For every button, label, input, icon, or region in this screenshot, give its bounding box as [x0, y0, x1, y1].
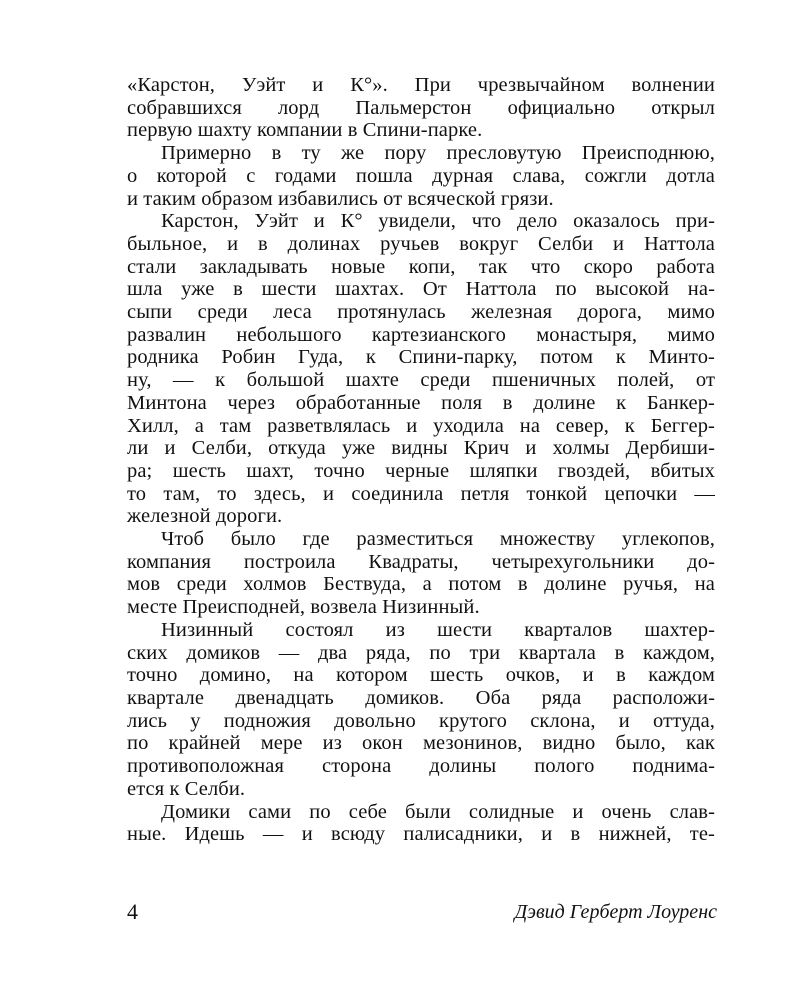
text-line: Чтоб было где разместиться множеству углекопов,	[161, 528, 715, 551]
text-line: ется к Селби.	[127, 777, 246, 800]
text-line: ли и Селби, откуда уже видны Крич и холмы Дербиши-	[127, 437, 715, 460]
paragraph-3	[127, 210, 715, 528]
text-line: собравшихся лорд Пальмерстон официально открыл	[127, 96, 715, 119]
body-text	[127, 74, 715, 846]
text-line: точно домино, на котором шесть очков, и в каждом	[127, 664, 715, 687]
text-line: развалин небольшого картезианского монастыря, мимо	[127, 323, 715, 346]
text-line: компания построила Квадраты, четырехугольники до-	[127, 550, 715, 573]
text-line: первую шахту компании в Спини-парке.	[127, 119, 483, 142]
text-line: стали закладывать новые копи, так что скоро работа	[127, 255, 715, 278]
running-footer-author: Дэвид Герберт Лоуренс	[514, 901, 717, 923]
text-line: родника Робин Гуда, к Спини-парку, потом к Минто-	[127, 346, 715, 369]
page-number: 4	[127, 899, 138, 924]
text-line: лись у подножия довольно крутого склона, и оттуда,	[127, 709, 715, 732]
text-line: сыпи среди леса протянулась железная дорога, мимо	[127, 301, 715, 324]
text-line: Примерно в ту же пору пресловутую Преисподнюю,	[161, 142, 715, 165]
paragraph-1	[127, 74, 715, 142]
text-line: противоположная сторона долины полого поднима-	[127, 755, 715, 778]
text-line: быльное, и в долинах ручьев вокруг Селби и Наттола	[127, 232, 715, 255]
text-line: ра; шесть шахт, точно черные шляпки гвоздей, вбитых	[127, 459, 715, 482]
paragraph-5	[127, 619, 715, 801]
text-line: месте Преисподней, возвела Низинный.	[127, 596, 480, 619]
text-line: ные. Идешь — и всюду палисадники, и в нижней, те-	[127, 823, 715, 846]
text-line: Низинный состоял из шести кварталов шахтер-	[161, 618, 715, 641]
paragraph-6	[127, 801, 715, 846]
text-line: мов среди холмов Бествуда, а потом в долине ручья, на	[127, 573, 715, 596]
paragraph-4	[127, 528, 715, 619]
text-line: шла уже в шести шахтах. От Наттола по высокой на-	[127, 278, 715, 301]
text-line: по крайней мере из окон мезонинов, видно было, как	[127, 732, 715, 755]
text-line: то там, то здесь, и соединила петля тонкой цепочки —	[127, 482, 715, 505]
text-line: квартале двенадцать домиков. Оба ряда расположи-	[127, 686, 715, 709]
text-line: Минтона через обработанные поля в долине к Банкер-	[127, 391, 715, 414]
text-line: о которой с годами пошла дурная слава, сожгли дотла	[127, 164, 715, 187]
text-line: Домики сами по себе были солидные и очень слав-	[161, 800, 715, 823]
text-line: Карстон, Уэйт и К° увидели, что дело оказалось при-	[161, 210, 715, 233]
page-footer	[127, 899, 717, 929]
text-line: ских домиков — два ряда, по три квартала в каждом,	[127, 641, 715, 664]
text-line: и таким образом избавились от всяческой грязи.	[127, 187, 554, 210]
text-line: «Карстон, Уэйт и К°». При чрезвычайном волнении	[127, 74, 715, 96]
text-line: ну, — к большой шахте среди пшеничных полей, от	[127, 369, 715, 392]
text-line: Хилл, а там разветвлялась и уходила на север, к Беггер-	[127, 414, 715, 437]
paragraph-2	[127, 142, 715, 210]
text-line: железной дороги.	[127, 505, 283, 528]
